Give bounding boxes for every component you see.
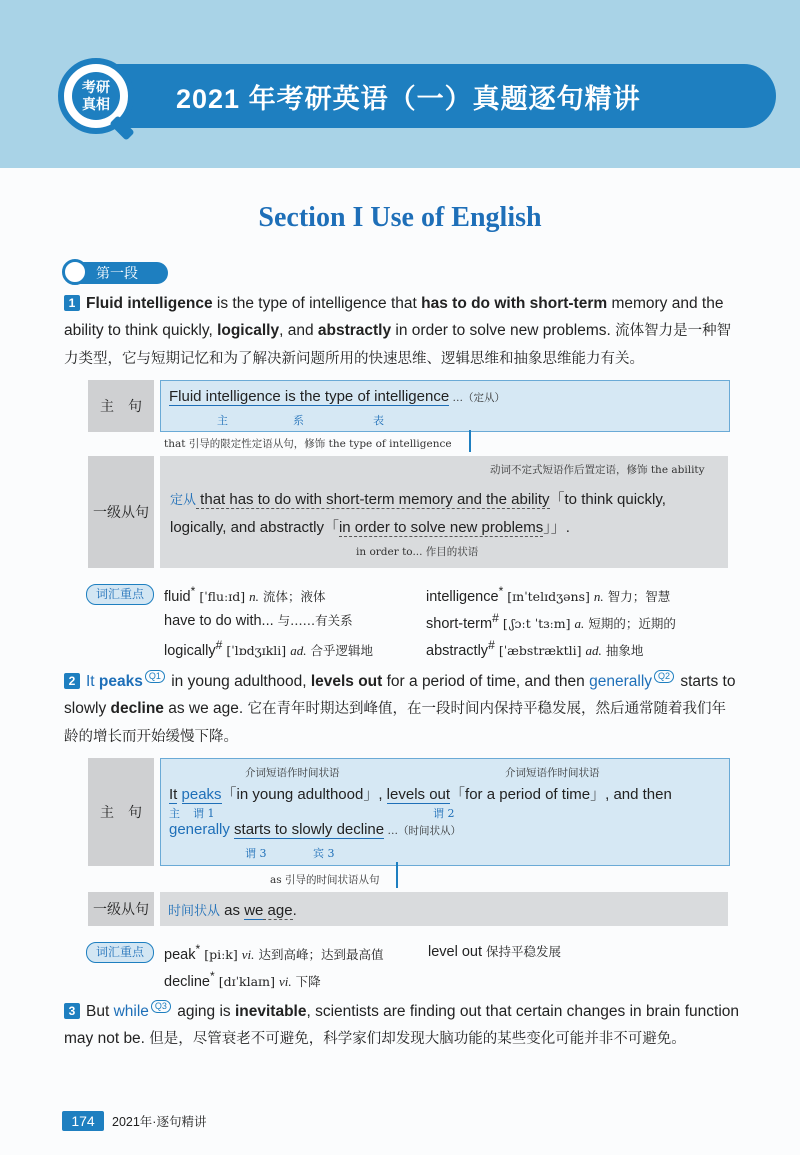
text: , and <box>279 322 318 339</box>
predicate-3: starts to slowly decline <box>234 821 385 838</box>
sentence-2 <box>64 668 740 751</box>
sentence-number: 1 <box>64 295 80 311</box>
translation: 它在青年时期达到峰值，在一段时间内保持平稳发展，然后通常随着我们年龄的增长而开始缓慢下降。 <box>64 701 727 745</box>
phonetic: [ˈfluːɪd] <box>199 588 246 604</box>
kw-logically: logically <box>217 322 280 339</box>
text: But <box>86 1003 114 1020</box>
question-marker: Q2 <box>654 670 674 683</box>
vocab-item <box>164 638 373 659</box>
row-label: 一级从句 <box>88 892 154 926</box>
vocab-tag-1: 词汇重点 <box>86 584 154 605</box>
meaning: 合乎逻辑地 <box>310 642 373 658</box>
vocab-item <box>426 584 670 605</box>
row-label: 主 句 <box>88 758 154 866</box>
footer-text: 2021年·逐句精讲 <box>112 1115 207 1129</box>
note-as-clause: as 引导的时间状语从句 <box>270 874 380 886</box>
clause-text: in order to solve new problems <box>338 519 544 536</box>
note-that-clause: that 引导的限定性定语从句，修饰 the type of intelligence <box>164 438 452 450</box>
phonetic: [dɪˈklaɪn] <box>218 973 275 989</box>
text: aging is <box>172 1003 235 1020</box>
row-label: 一级从句 <box>88 456 154 568</box>
main-line-1 <box>169 783 672 804</box>
text: starts to slowly <box>64 673 736 717</box>
clause-text: that has to do with short-term memory and the ability <box>196 491 550 508</box>
meaning: 短期的；近期的 <box>588 615 676 631</box>
label-predicative: 表 <box>373 414 384 427</box>
text: as we age. <box>163 700 248 717</box>
predicate: age <box>263 902 293 919</box>
predicate-2: levels out <box>386 786 451 803</box>
clause-tag: 时间状从 <box>168 903 221 918</box>
vocab-item <box>164 584 325 605</box>
kw-while: while <box>113 1003 149 1020</box>
clause-text: logically, and abstractly「 <box>170 519 339 536</box>
row-label: 主 句 <box>88 380 154 432</box>
label-predicate-1: 谓 1 <box>193 807 215 820</box>
paragraph-tag <box>64 262 168 284</box>
word: decline <box>164 973 210 990</box>
star: # <box>488 638 495 652</box>
adverbial-2: 「for a period of time」, and then <box>450 786 672 803</box>
word: fluid <box>164 588 191 605</box>
word: short-term <box>426 615 493 632</box>
subject: we <box>244 902 264 919</box>
text: as <box>220 902 245 919</box>
magnifier-icon <box>58 58 134 134</box>
clause-text: 」」. <box>543 519 570 536</box>
kw-fluid-intelligence: Fluid intelligence <box>86 295 213 312</box>
kw-inevitable: inevitable <box>234 1003 307 1020</box>
sub-line <box>168 900 297 919</box>
main-clause-text: Fluid intelligence is the type of intelligence <box>169 388 450 405</box>
title-text: 2021 年考研英语（一）真题逐句精讲 <box>176 83 641 114</box>
main-line-2 <box>169 821 461 838</box>
search-icon <box>62 259 88 285</box>
text: is the type of intelligence that <box>212 295 422 312</box>
text: in order to solve new problems. <box>391 322 616 339</box>
phonetic: [ˈlɒdʒɪkli] <box>226 642 287 658</box>
pos: ad. <box>585 642 602 658</box>
kw-levels-out: levels out <box>310 673 383 690</box>
vocab-item <box>428 942 561 960</box>
meaning: 抽象地 <box>605 642 644 658</box>
vocab-item <box>164 969 321 990</box>
vocab-item <box>426 611 676 632</box>
pos: vi. <box>278 973 292 989</box>
sentence-number: 3 <box>64 1003 80 1019</box>
word: peak <box>164 946 196 963</box>
star: * <box>498 584 504 598</box>
note-purpose: in order to... 作目的状语 <box>356 546 479 558</box>
meaning: 智力；智慧 <box>607 588 671 604</box>
sentence-number: 2 <box>64 673 80 689</box>
kw-generally: generally <box>589 673 653 690</box>
note-pp-1: 介词短语作时间状语 <box>245 767 340 779</box>
sentence-1 <box>64 290 740 373</box>
note-infinitive: 动词不定式短语作后置定语，修饰 the ability <box>490 464 705 476</box>
pos: vi. <box>241 946 255 962</box>
word: intelligence <box>426 588 499 605</box>
word: logically <box>164 642 216 659</box>
vocab-item <box>164 611 353 629</box>
star: * <box>195 942 201 956</box>
analysis-box <box>160 456 728 568</box>
label-subject: 主 <box>217 414 228 427</box>
word: level out <box>428 944 483 960</box>
sub-line-2 <box>170 516 570 537</box>
badge-text: 考研真相 <box>72 72 120 120</box>
analysis-main-1 <box>88 380 730 432</box>
label-predicate-2: 谓 2 <box>433 807 455 820</box>
analysis-sub-1 <box>88 456 728 568</box>
pos: a. <box>574 615 585 631</box>
translation: 但是，尽管衰老不可避免，科学家们却发现大脑功能的某些变化可能并非不可避免。 <box>149 1031 686 1047</box>
text: for a period of time, and then <box>382 673 590 690</box>
text: , scientists are finding out that certain changes in brain function may not be. <box>64 1003 740 1047</box>
arrow-down <box>469 430 471 452</box>
kw-has-to-do: has to do with short-term <box>421 295 608 312</box>
meaning: 达到高峰；达到最高值 <box>258 946 384 962</box>
label-object-3: 宾 3 <box>313 847 335 860</box>
phonetic: [ɪnˈtelɪdʒəns] <box>507 588 590 604</box>
text: . <box>292 902 297 919</box>
note-pp-2: 介词短语作时间状语 <box>505 767 600 779</box>
label-verb: 系 <box>293 414 304 427</box>
question-marker: Q3 <box>151 1000 171 1013</box>
analysis-main-2 <box>88 758 730 866</box>
analysis-box <box>160 892 728 926</box>
page-number: 174 <box>62 1111 104 1131</box>
predicate-1: peaks <box>181 786 222 803</box>
text: in young adulthood, <box>166 673 311 690</box>
kw-it: It <box>86 673 99 690</box>
kw-abstractly: abstractly <box>317 322 392 339</box>
section-title: Section I Use of English <box>258 202 542 233</box>
word: abstractly <box>426 642 489 659</box>
vocab-item <box>426 638 643 659</box>
pos: n. <box>249 588 259 604</box>
kw-peaks: peaks <box>98 673 143 690</box>
vocab-item <box>164 942 383 963</box>
translation: 流体智力是一种智力类型，它与短期记忆和为了解决新问题所用的快速思维、逻辑思维和抽象思维能力有关。 <box>64 323 732 367</box>
adverb: generally <box>169 821 230 838</box>
star: * <box>190 584 196 598</box>
star: # <box>215 638 223 652</box>
label-subject: 主 <box>169 807 180 820</box>
meaning: 流体；液体 <box>262 588 326 604</box>
text: memory and the ability to think quickly, <box>64 295 724 339</box>
phonetic: [piːk] <box>204 946 238 962</box>
meaning: 与……有关系 <box>277 613 353 628</box>
kw-decline: decline <box>110 700 164 717</box>
pos: n. <box>593 588 604 604</box>
subject: It <box>169 786 178 803</box>
adverbial-1: 「in young adulthood」, <box>221 786 383 803</box>
meaning: 保持平稳发展 <box>486 944 562 959</box>
vocab-tag-2: 词汇重点 <box>86 942 154 963</box>
page-title <box>98 64 776 128</box>
label-predicate-3: 谓 3 <box>245 847 267 860</box>
analysis-box <box>160 758 730 866</box>
question-marker: Q1 <box>145 670 165 683</box>
phonetic: [ˈæbstræktli] <box>498 642 582 658</box>
tail: …（时间状从） <box>384 825 461 837</box>
analysis-sub-2 <box>88 892 728 926</box>
tail: …（定从） <box>449 392 506 404</box>
word: have to do with... <box>164 613 274 629</box>
sentence-3 <box>64 998 740 1053</box>
main-sentence <box>169 388 505 405</box>
star: * <box>209 969 215 983</box>
sub-line-1 <box>170 488 666 509</box>
arrow-down <box>396 862 398 888</box>
pos: ad. <box>290 642 307 658</box>
star: # <box>492 611 499 625</box>
clause-tag: 定从 <box>170 492 197 507</box>
meaning: 下降 <box>295 973 321 989</box>
phonetic: [ˌʃɔːt ˈtɜːm] <box>502 615 571 631</box>
paragraph-tag-label: 第一段 <box>96 265 138 281</box>
clause-text: 「to think quickly, <box>549 491 666 508</box>
analysis-box <box>160 380 730 432</box>
